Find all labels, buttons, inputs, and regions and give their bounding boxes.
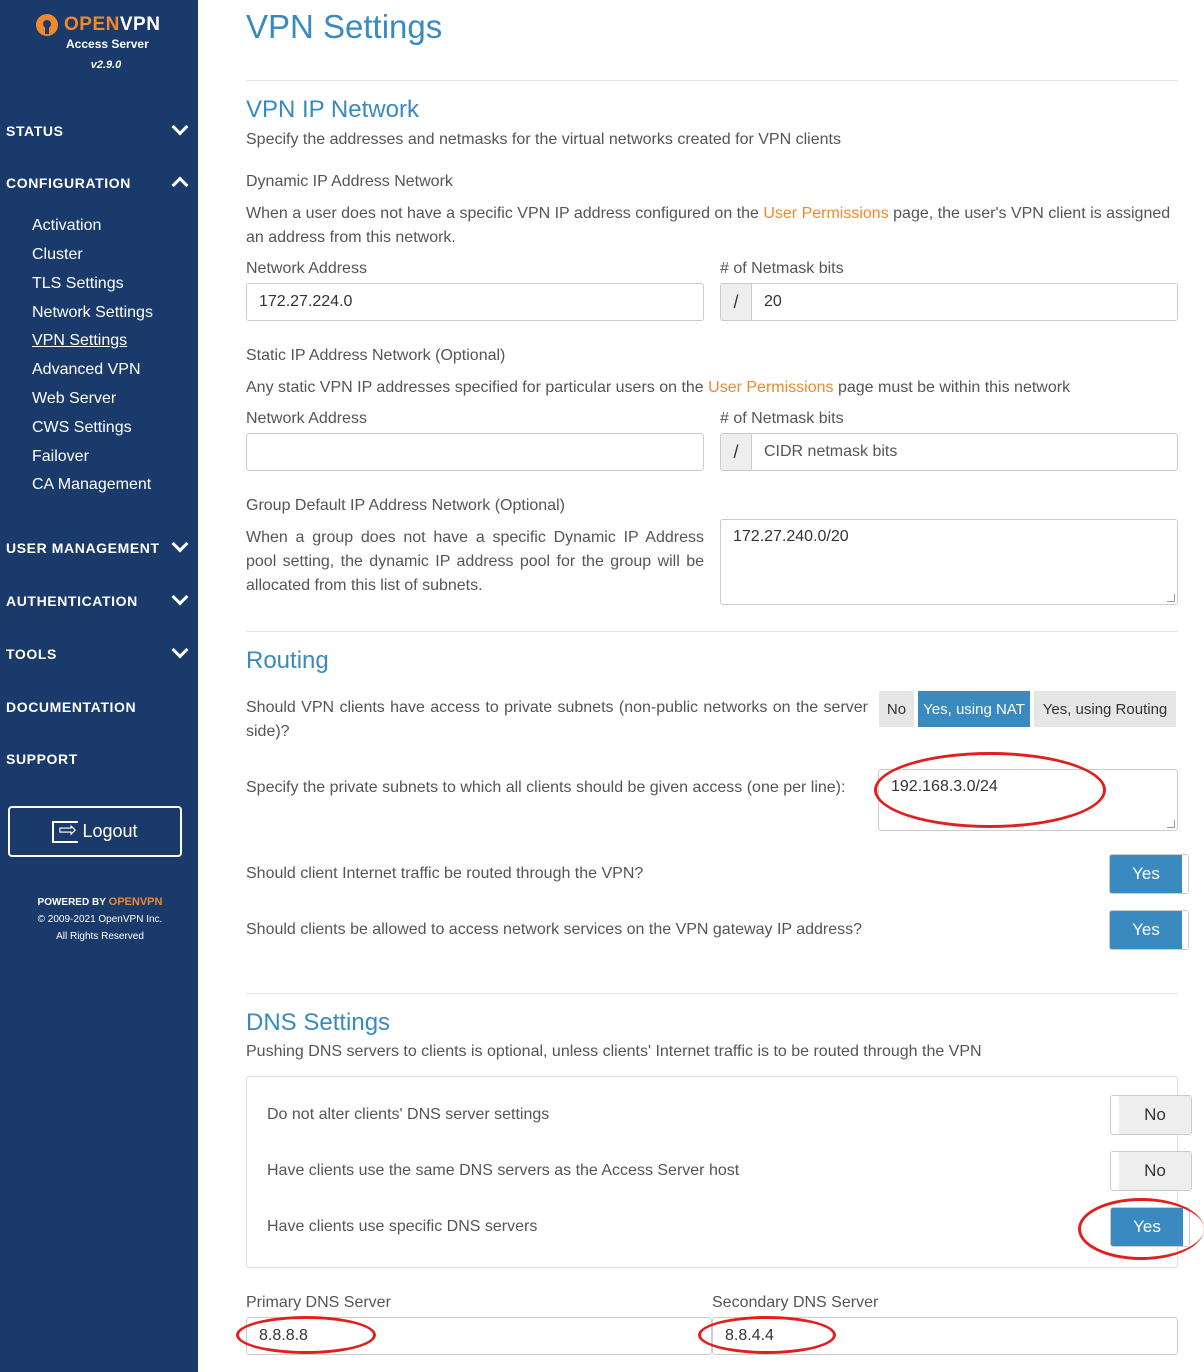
slash-addon: / — [720, 433, 752, 471]
chevron-down-icon — [172, 642, 189, 659]
dynamic-help-before: When a user does not have a specific VPN IP address configured on the — [246, 205, 764, 222]
nav-item-activation[interactable]: Activation — [32, 217, 102, 234]
nav-item-ca-management[interactable]: CA Management — [32, 476, 152, 493]
brand-version: v2.9.0 — [90, 59, 122, 71]
dns-no-alter-toggle-label: No — [1119, 1096, 1191, 1134]
nav-status[interactable] — [6, 123, 186, 139]
primary-dns-label: Primary DNS Server — [246, 1294, 391, 1311]
private-subnets-question: Should VPN clients have access to private subnets (non-public networks on the server side)? — [246, 699, 868, 740]
slash-addon: / — [720, 283, 752, 321]
nav-support[interactable]: SUPPORT — [6, 751, 78, 767]
group-subnets-textarea[interactable] — [720, 519, 1178, 605]
static-help-text — [246, 376, 1178, 400]
dns-option-same-as-host: Have clients use the same DNS servers as the Access Server host — [267, 1162, 740, 1179]
static-help-after: page must be within this network — [833, 379, 1071, 396]
static-help-before: Any static VPN IP addresses specified for particular users on the — [246, 379, 709, 396]
private-subnets-textarea[interactable] — [878, 769, 1178, 831]
gateway-access-toggle[interactable] — [1109, 910, 1189, 950]
dns-specific-toggle-label: Yes — [1111, 1208, 1183, 1246]
openvpn-logo-icon — [36, 14, 58, 36]
powered-by-brand: OPENVPN — [108, 896, 163, 908]
dynamic-network-label: Network Address — [246, 260, 367, 277]
dns-same-as-host-toggle-label: No — [1119, 1152, 1191, 1190]
section-title-vpn-ip-network: VPN IP Network — [246, 96, 419, 123]
secondary-dns-input[interactable]: 8.8.4.4 — [712, 1317, 1178, 1355]
divider — [246, 80, 1178, 81]
user-permissions-link[interactable]: User Permissions — [763, 205, 889, 222]
nav-authentication[interactable] — [6, 593, 186, 609]
static-netmask-label: # of Netmask bits — [720, 410, 844, 427]
secondary-dns-label: Secondary DNS Server — [712, 1294, 879, 1311]
nav-configuration-label: CONFIGURATION — [6, 175, 131, 191]
group-heading: Group Default IP Address Network (Optional) — [246, 497, 565, 514]
divider — [246, 993, 1178, 994]
private-subnets-list-question: Specify the private subnets to which all clients should be given access (one per line): — [246, 779, 846, 796]
powered-by — [20, 894, 180, 945]
openvpn-logo[interactable] — [36, 14, 166, 71]
internet-traffic-toggle[interactable] — [1109, 854, 1189, 894]
nav-item-tls-settings[interactable]: TLS Settings — [32, 275, 124, 292]
private-subnets-value: 192.168.3.0/24 — [891, 778, 998, 795]
page-title: VPN Settings — [246, 8, 443, 45]
nav-user-management[interactable] — [6, 540, 186, 556]
nav-item-failover[interactable]: Failover — [32, 448, 89, 465]
nav-item-web-server[interactable]: Web Server — [32, 390, 117, 407]
nav-tools[interactable] — [6, 646, 186, 662]
sidebar — [0, 0, 198, 1372]
nav-item-vpn-settings[interactable]: VPN Settings — [32, 332, 128, 349]
chevron-up-icon — [172, 177, 189, 194]
chevron-down-icon — [172, 119, 189, 136]
dynamic-heading: Dynamic IP Address Network — [246, 173, 453, 190]
group-help-text: When a group does not have a specific Dynamic IP Address pool setting, the dynamic IP address pool for the group will be allocated from this list of subnets. — [246, 529, 704, 594]
section-description: Specify the addresses and netmasks for the virtual networks created for VPN clients — [246, 131, 841, 148]
dns-specific-toggle[interactable] — [1110, 1207, 1190, 1247]
dns-description: Pushing DNS servers to clients is optional, unless clients' Internet traffic is to be routed through the VPN — [246, 1043, 982, 1060]
nav-tools-label: TOOLS — [6, 646, 57, 662]
dynamic-netmask-label: # of Netmask bits — [720, 260, 844, 277]
static-network-input[interactable] — [246, 433, 704, 471]
chevron-down-icon — [172, 589, 189, 606]
routing-option-routing[interactable]: Yes, using Routing — [1034, 691, 1176, 727]
primary-dns-input[interactable]: 8.8.8.8 — [246, 1317, 712, 1355]
resize-handle-icon[interactable] — [1167, 820, 1175, 828]
routing-option-nat[interactable]: Yes, using NAT — [918, 691, 1030, 727]
nav-authentication-label: AUTHENTICATION — [6, 593, 138, 609]
dns-no-alter-toggle[interactable] — [1110, 1095, 1192, 1135]
brand-open: OPEN — [64, 14, 120, 35]
nav-item-advanced-vpn[interactable]: Advanced VPN — [32, 361, 141, 378]
nav-documentation[interactable]: DOCUMENTATION — [6, 699, 137, 715]
nav-item-cws-settings[interactable]: CWS Settings — [32, 419, 132, 436]
section-title-dns: DNS Settings — [246, 1009, 391, 1036]
routing-option-no[interactable]: No — [879, 691, 914, 727]
dns-same-as-host-toggle[interactable] — [1110, 1151, 1192, 1191]
rights-text: All Rights Reserved — [56, 931, 144, 942]
copyright-text: © 2009-2021 OpenVPN Inc. — [37, 914, 163, 925]
internet-traffic-question: Should client Internet traffic be routed through the VPN? — [246, 865, 644, 882]
brand-vpn: VPN — [119, 14, 161, 35]
nav-item-cluster[interactable]: Cluster — [32, 246, 83, 263]
internet-traffic-toggle-label: Yes — [1110, 855, 1182, 893]
nav-user-management-label: USER MANAGEMENT — [6, 540, 160, 556]
brand-subtitle: Access Server — [66, 37, 149, 51]
divider — [246, 631, 1178, 632]
gateway-access-question: Should clients be allowed to access network services on the VPN gateway IP address? — [246, 921, 863, 938]
dns-option-no-alter: Do not alter clients' DNS server settings — [267, 1106, 550, 1123]
logout-icon — [52, 821, 78, 843]
dns-option-specific: Have clients use specific DNS servers — [267, 1218, 538, 1235]
static-heading: Static IP Address Network (Optional) — [246, 347, 506, 364]
dynamic-network-input[interactable]: 172.27.224.0 — [246, 283, 704, 321]
logout-label: Logout — [82, 821, 138, 841]
logout-button[interactable] — [8, 806, 182, 857]
section-title-routing: Routing — [246, 647, 329, 674]
nav-status-label: STATUS — [6, 123, 64, 139]
nav-configuration[interactable] — [6, 175, 186, 191]
gateway-access-toggle-label: Yes — [1110, 911, 1182, 949]
user-permissions-link[interactable]: User Permissions — [708, 379, 834, 396]
dynamic-help-text — [246, 202, 1178, 250]
static-netmask-input[interactable]: CIDR netmask bits — [751, 433, 1178, 471]
chevron-down-icon — [172, 536, 189, 553]
resize-handle-icon[interactable] — [1167, 594, 1175, 602]
powered-by-label: POWERED BY — [37, 897, 106, 908]
static-network-label: Network Address — [246, 410, 367, 427]
nav-item-network-settings[interactable]: Network Settings — [32, 304, 153, 321]
dynamic-help-after: page, the user's VPN client is assigned an address from this network. — [246, 205, 1171, 246]
dynamic-netmask-input[interactable]: 20 — [751, 283, 1178, 321]
group-subnets-value: 172.27.240.0/20 — [733, 528, 849, 545]
